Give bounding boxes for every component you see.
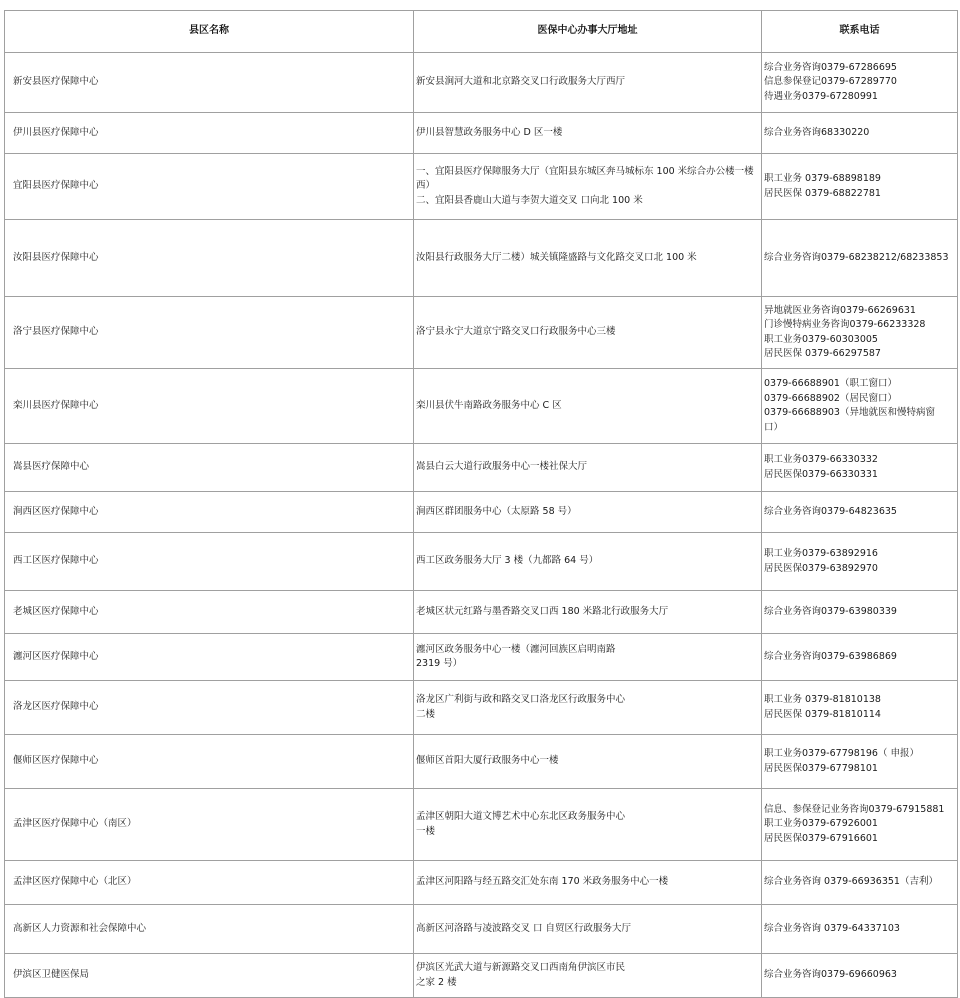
phone-cell <box>762 369 958 444</box>
table-row <box>5 954 958 998</box>
phone-line: 待遇业务0379-67280991 <box>764 90 878 102</box>
phone-line: 0379-66688902（居民窗口） <box>764 392 897 404</box>
phone-line: 居民医保 0379-68822781 <box>764 187 881 199</box>
table-row <box>5 220 958 297</box>
phone-line: 综合业务咨询0379-69660963 <box>764 969 897 981</box>
county-name-cell: 高新区人力资源和社会保障中心 <box>5 905 414 954</box>
county-name-cell: 汝阳县医疗保障中心 <box>5 220 414 297</box>
address-line: 孟津区河阳路与经五路交汇处东南 170 米政务服务中心一楼 <box>416 876 669 888</box>
address-line: 之家 2 楼 <box>416 976 457 988</box>
phone-line: 综合业务咨询0379-68238212/68233853 <box>764 251 949 263</box>
county-name-cell: 伊滨区卫健医保局 <box>5 954 414 998</box>
phone-line: 异地就医业务咨询0379-66269631 <box>764 304 916 316</box>
address-line: 伊川县智慧政务服务中心 D 区一楼 <box>416 126 563 138</box>
phone-line: 信息参保登记0379-67289770 <box>764 76 897 88</box>
county-name-cell: 涧西区医疗保障中心 <box>5 492 414 533</box>
address-cell <box>414 53 762 113</box>
address-line: 伊滨区光武大道与新源路交叉口西南角伊滨区市民 <box>416 962 626 973</box>
address-cell <box>414 297 762 369</box>
address-line: 嵩县白云大道行政服务中心一楼社保大厅 <box>416 461 588 473</box>
table-row <box>5 905 958 954</box>
county-name-cell: 宜阳县医疗保障中心 <box>5 154 414 220</box>
address-line: 老城区状元红路与墨香路交叉口西 180 米路北行政服务大厅 <box>416 605 669 617</box>
county-name-cell: 栾川县医疗保障中心 <box>5 369 414 444</box>
county-name-cell: 洛宁县医疗保障中心 <box>5 297 414 369</box>
phone-line: 0379-66688901（职工窗口） <box>764 378 897 389</box>
address-line: 汝阳县行政服务大厅二楼）城关镇隆盛路与文化路交叉口北 100 米 <box>416 251 697 263</box>
address-cell <box>414 220 762 297</box>
phone-cell <box>762 154 958 220</box>
address-line: 偃师区首阳大厦行政服务中心一楼 <box>416 755 559 767</box>
table-row <box>5 369 958 444</box>
table-row <box>5 113 958 154</box>
address-cell <box>414 735 762 789</box>
phone-line: 职工业务0379-60303005 <box>764 333 878 345</box>
address-line: 洛龙区广利街与政和路交叉口洛龙区行政服务中心 <box>416 694 626 705</box>
address-line: 二楼 <box>416 708 436 720</box>
address-line: 西） <box>416 180 436 192</box>
address-line: 2319 号） <box>416 658 463 669</box>
phone-line: 综合业务咨询0379-63986869 <box>764 650 897 662</box>
table-row <box>5 861 958 905</box>
address-line: 一楼 <box>416 825 436 837</box>
phone-cell <box>762 905 958 954</box>
address-cell <box>414 861 762 905</box>
county-name-cell: 新安县医疗保障中心 <box>5 53 414 113</box>
medical-insurance-centers-table <box>4 10 958 998</box>
phone-cell <box>762 954 958 998</box>
address-cell <box>414 369 762 444</box>
table-row <box>5 444 958 492</box>
phone-line: 综合业务咨询0379-63980339 <box>764 605 897 617</box>
county-name-cell: 孟津区医疗保障中心（南区） <box>5 789 414 861</box>
table-header-row <box>5 11 958 53</box>
county-name-cell: 洛龙区医疗保障中心 <box>5 681 414 735</box>
table-row <box>5 591 958 634</box>
phone-line: 信息、参保登记业务咨询0379-67915881 <box>764 803 945 815</box>
phone-line: 综合业务咨询0379-67286695 <box>764 61 897 73</box>
address-line: 孟津区朝阳大道文博艺术中心东北区政务服务中心 <box>416 811 626 822</box>
phone-line: 居民医保 0379-81810114 <box>764 708 881 720</box>
table-row <box>5 681 958 735</box>
phone-line: 综合业务咨询68330220 <box>764 126 870 138</box>
phone-line: 居民医保 0379-66297587 <box>764 348 881 359</box>
address-cell <box>414 954 762 998</box>
phone-cell <box>762 53 958 113</box>
phone-cell <box>762 492 958 533</box>
phone-line: 0379-66688903（异地就医和慢特病窗 <box>764 407 935 418</box>
address-cell <box>414 113 762 154</box>
table-row <box>5 297 958 369</box>
table-row <box>5 735 958 789</box>
phone-line: 门诊慢特病业务咨询0379-66233328 <box>764 319 926 330</box>
phone-cell <box>762 297 958 369</box>
address-line: 二、宜阳县香鹿山大道与李贺大道交叉 口向北 100 米 <box>416 194 643 206</box>
address-cell <box>414 634 762 681</box>
phone-cell <box>762 444 958 492</box>
address-cell <box>414 154 762 220</box>
table-row <box>5 789 958 861</box>
phone-cell <box>762 681 958 735</box>
address-line: 新安县涧河大道和北京路交叉口行政服务大厅西厅 <box>416 76 626 88</box>
phone-cell <box>762 113 958 154</box>
table-row <box>5 154 958 220</box>
address-line: 瀍河区政务服务中心一楼（瀍河回族区启明南路 <box>416 643 616 655</box>
phone-cell <box>762 789 958 861</box>
phone-line: 职工业务 0379-81810138 <box>764 694 881 705</box>
address-line: 洛宁县永宁大道京宁路交叉口行政服务中心三楼 <box>416 326 616 338</box>
phone-line: 综合业务咨询 0379-66936351（吉利） <box>764 876 938 888</box>
phone-cell <box>762 861 958 905</box>
address-cell <box>414 492 762 533</box>
phone-cell <box>762 591 958 634</box>
header-office-address: 医保中心办事大厅地址 <box>414 11 762 53</box>
phone-cell <box>762 634 958 681</box>
phone-line: 综合业务咨询 0379-64337103 <box>764 922 900 934</box>
header-county-name: 县区名称 <box>5 11 414 53</box>
phone-line: 居民医保0379-63892970 <box>764 562 878 574</box>
address-cell <box>414 533 762 591</box>
county-name-cell: 伊川县医疗保障中心 <box>5 113 414 154</box>
phone-cell <box>762 735 958 789</box>
county-name-cell: 嵩县医疗保障中心 <box>5 444 414 492</box>
phone-cell <box>762 533 958 591</box>
phone-line: 职工业务0379-67798196（ 申报） <box>764 748 919 759</box>
header-contact-phone: 联系电话 <box>762 11 958 53</box>
address-cell <box>414 681 762 735</box>
phone-line: 职工业务0379-63892916 <box>764 548 878 559</box>
address-cell <box>414 789 762 861</box>
address-line: 栾川县伏牛南路政务服务中心 C 区 <box>416 399 562 411</box>
table-row <box>5 53 958 113</box>
county-name-cell: 老城区医疗保障中心 <box>5 591 414 634</box>
phone-line: 居民医保0379-67798101 <box>764 762 878 774</box>
address-line: 一、宜阳县医疗保障服务大厅（宜阳县东城区奔马城标东 100 米综合办公楼一楼 <box>416 165 754 177</box>
phone-line: 居民医保0379-67916601 <box>764 832 878 844</box>
phone-line: 居民医保0379-66330331 <box>764 468 878 480</box>
county-name-cell: 瀍河区医疗保障中心 <box>5 634 414 681</box>
phone-line: 口） <box>764 421 784 433</box>
address-line: 高新区河洛路与凌波路交叉 口 自贸区行政服务大厅 <box>416 922 632 934</box>
table-row <box>5 634 958 681</box>
phone-cell <box>762 220 958 297</box>
county-name-cell: 西工区医疗保障中心 <box>5 533 414 591</box>
address-line: 西工区政务服务大厅 3 楼（九都路 64 号） <box>416 555 599 567</box>
county-name-cell: 孟津区医疗保障中心（北区） <box>5 861 414 905</box>
phone-line: 职工业务0379-67926001 <box>764 818 878 830</box>
address-cell <box>414 905 762 954</box>
phone-line: 综合业务咨询0379-64823635 <box>764 505 897 517</box>
address-line: 涧西区群团服务中心（太原路 58 号） <box>416 505 577 517</box>
table-row <box>5 533 958 591</box>
phone-line: 职工业务0379-66330332 <box>764 454 878 465</box>
phone-line: 职工业务 0379-68898189 <box>764 173 881 184</box>
county-name-cell: 偃师区医疗保障中心 <box>5 735 414 789</box>
address-cell <box>414 591 762 634</box>
address-cell <box>414 444 762 492</box>
table-row <box>5 492 958 533</box>
